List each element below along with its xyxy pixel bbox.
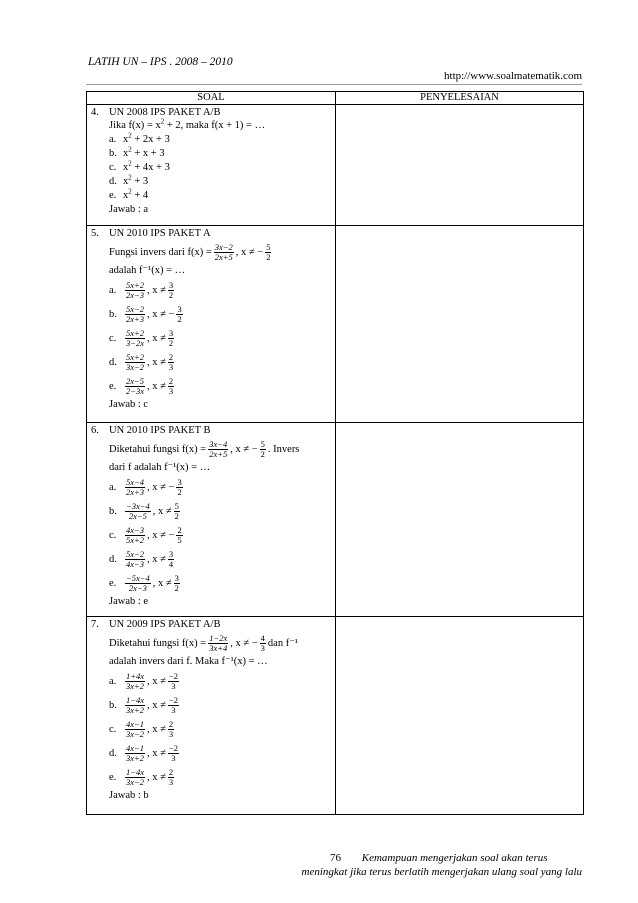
option-b: b. −3x−4 2x−5 , x ≠ 5 2	[109, 500, 179, 521]
option-d: d. $x^2 + 3$	[109, 173, 149, 187]
footer-motto-1: Kemampuan mengerjakan soal akan terus	[361, 852, 548, 864]
question-stem-line2: adalah f⁻¹(x) = …	[109, 265, 186, 276]
website-url: http://www.soalmatematik.com	[444, 70, 582, 82]
column-header-penyelesaian: PENYELESAIAN	[336, 92, 584, 105]
question-row-6	[87, 423, 584, 617]
question-stem-line2: adalah invers dari f. Maka f⁻¹(x) = …	[109, 656, 268, 667]
page-number: 76	[330, 852, 341, 864]
question-number: 4.	[91, 107, 99, 118]
option-d: d. 5x+2 3x−2 , x ≠ 2 3	[109, 351, 174, 372]
question-cell-7	[87, 617, 336, 815]
option-e: e. 1−4x 3x−2 , x ≠ 2 3	[109, 766, 174, 787]
option-c: c. 5x+2 3−2x , x ≠ 3 2	[109, 327, 174, 348]
question-source: UN 2010 IPS PAKET A	[109, 228, 211, 239]
question-cell-4	[87, 105, 336, 226]
option-c: c. 4x−3 5x+2 , x ≠ − $\frac{2}{5}$	[109, 524, 182, 545]
solution-cell-5	[336, 226, 584, 423]
solution-cell-7	[336, 617, 584, 815]
option-b: b. 1−4x 3x+2 , x ≠ −2 3	[109, 694, 178, 715]
table-header-row	[87, 92, 584, 105]
question-stem-line2: dari f adalah f⁻¹(x) = …	[109, 462, 211, 473]
answer: Jawab : e	[109, 596, 149, 607]
question-cell-5	[87, 226, 336, 423]
question-source: UN 2010 IPS PAKET B	[109, 425, 211, 436]
option-d: d. 4x−1 3x+2 , x ≠ −2 3	[109, 742, 178, 763]
question-source: UN 2008 IPS PAKET A/B	[109, 107, 221, 118]
question-row-7	[87, 617, 584, 815]
column-header-soal: SOAL	[87, 92, 336, 105]
answer: Jawab : c	[109, 399, 149, 410]
question-table	[86, 91, 584, 815]
option-a: a. 5x+2 2x−3 , x ≠ 3 2	[109, 279, 174, 300]
option-a: a. 5x−4 2x+3 , x ≠ − $\frac{3}{2}$	[109, 476, 182, 497]
option-d: d. 5x−2 4x−3 , x ≠ 3 4	[109, 548, 174, 569]
question-cell-6	[87, 423, 336, 617]
question-stem: Diketahui fungsi f(x) = $\frac{1-2x}{3x+4}$ , x ≠ − $\frac{4}{3}$ dan f⁻¹	[109, 632, 298, 653]
footer-line-1	[330, 852, 548, 864]
question-row-5	[87, 226, 584, 423]
question-source: UN 2009 IPS PAKET A/B	[109, 619, 221, 630]
answer: Jawab : b	[109, 790, 149, 801]
question-stem: Jika $f(x) = x^2 + 2$, maka f(x + 1) = …	[109, 117, 266, 131]
question-number: 5.	[91, 228, 99, 239]
option-c: c. 4x−1 3x−2 , x ≠ 2 3	[109, 718, 174, 739]
option-a: a. $x^2 + 2x + 3$	[109, 131, 170, 145]
option-e: e. 2x−5 2−3x , x ≠ 2 3	[109, 375, 174, 396]
option-e: e. $x^2 + 4$	[109, 187, 149, 201]
option-a: a. 1+4x 3x+2 , x ≠ −2 3	[109, 670, 178, 691]
option-e: e. −5x−4 2x−3 , x ≠ 3 2	[109, 572, 179, 593]
header-divider	[86, 84, 582, 85]
footer-motto-2: meningkat jika terus berlatih mengerjakan ulang soal yang lalu	[301, 866, 582, 878]
question-stem: Fungsi invers dari f(x) = $\frac{3x-2}{2x+5}$ , x ≠ − $\frac{5}{2}$	[109, 241, 271, 262]
solution-cell-4	[336, 105, 584, 226]
question-row-4	[87, 105, 584, 226]
question-number: 7.	[91, 619, 99, 630]
document-title: LATIH UN – IPS . 2008 – 2010	[88, 56, 233, 68]
question-stem: Diketahui fungsi f(x) = $\frac{3x-4}{2x+5}$ , x ≠ − $\frac{5}{2}$ . Invers	[109, 438, 300, 459]
option-b: b. 5x−2 2x+3 , x ≠ − $\frac{3}{2}$	[109, 303, 182, 324]
solution-cell-6	[336, 423, 584, 617]
option-c: c. $x^2 + 4x + 3$	[109, 159, 170, 173]
question-number: 6.	[91, 425, 99, 436]
answer: Jawab : a	[109, 204, 149, 215]
option-b: b. $x^2 + x + 3$	[109, 145, 165, 159]
